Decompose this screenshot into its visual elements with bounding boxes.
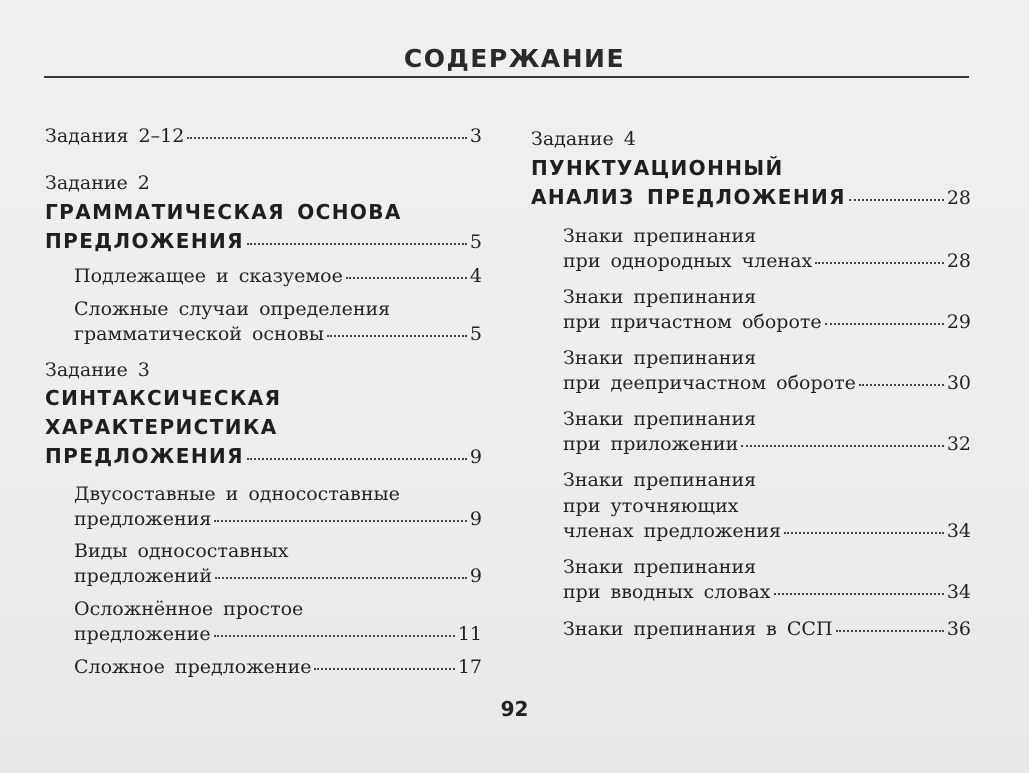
section-heading: ГРАММАТИЧЕСКАЯ ОСНОВА — [45, 200, 402, 224]
toc-subentry: Двусоставные и односоставные — [74, 483, 400, 505]
leader-dots — [774, 593, 944, 595]
leader-dots — [314, 668, 454, 670]
toc-subentry: при деепричастном обороте 30 — [563, 372, 971, 394]
toc-entry: ПРЕДЛОЖЕНИЯ 5 — [45, 229, 482, 253]
toc-subentry: Знаки препинания — [563, 556, 757, 578]
leader-dots — [247, 243, 467, 245]
section-heading: ПУНКТУАЦИОННЫЙ — [531, 156, 784, 180]
toc-subentry: при приложении 32 — [563, 433, 971, 455]
task-label: Задание 2 — [45, 172, 150, 194]
leader-dots — [327, 335, 467, 337]
task-label: Задание 4 — [531, 128, 636, 150]
toc-entry: АНАЛИЗ ПРЕДЛОЖЕНИЯ 28 — [531, 185, 971, 209]
leader-dots — [247, 458, 467, 460]
toc-subentry: членах предложения 34 — [563, 520, 971, 542]
toc-subentry: Знаки препинания — [563, 408, 757, 430]
toc-subentry: при вводных словах 34 — [563, 581, 971, 603]
toc-subentry: Виды односоставных — [74, 540, 289, 562]
toc-subentry: грамматической основы 5 — [74, 323, 482, 345]
toc-entry: ПРЕДЛОЖЕНИЯ 9 — [45, 444, 482, 468]
leader-dots — [836, 630, 944, 632]
toc-subentry: Знаки препинания — [563, 347, 757, 369]
leader-dots — [346, 277, 467, 279]
section-heading: ХАРАКТЕРИСТИКА — [45, 415, 278, 439]
toc-subentry: Осложнённое простое — [74, 598, 304, 620]
toc-subentry: предложения 9 — [74, 508, 482, 530]
leader-dots — [859, 384, 944, 386]
toc-subentry: при причастном обороте 29 — [563, 311, 971, 333]
toc-subentry: Сложное предложение 17 — [74, 656, 482, 678]
leader-dots — [215, 577, 467, 579]
page-number: 92 — [500, 697, 529, 721]
leader-dots — [825, 323, 944, 325]
toc-subentry: Знаки препинания в ССП 36 — [563, 618, 971, 640]
leader-dots — [815, 262, 944, 264]
leader-dots — [784, 532, 944, 534]
title-rule — [44, 76, 969, 78]
leader-dots — [187, 137, 467, 139]
toc-entry: Задания 2–12 3 — [45, 125, 482, 147]
toc-subentry: при однородных членах 28 — [563, 250, 971, 272]
toc-subentry: Знаки препинания — [563, 469, 757, 491]
toc-subentry: Знаки препинания — [563, 225, 757, 247]
leader-dots — [741, 445, 944, 447]
toc-subentry: предложений 9 — [74, 565, 482, 587]
leader-dots — [214, 520, 467, 522]
page-title: СОДЕРЖАНИЕ — [403, 44, 626, 73]
leader-dots — [214, 635, 455, 637]
toc-subentry: при уточняющих — [563, 495, 739, 517]
section-heading: СИНТАКСИЧЕСКАЯ — [45, 386, 282, 410]
toc-subentry: предложение 11 — [74, 623, 482, 645]
toc-subentry: Подлежащее и сказуемое 4 — [74, 265, 482, 287]
toc-subentry: Знаки препинания — [563, 286, 757, 308]
toc-subentry: Сложные случаи определения — [74, 298, 391, 320]
leader-dots — [849, 199, 944, 201]
task-label: Задание 3 — [45, 359, 150, 381]
